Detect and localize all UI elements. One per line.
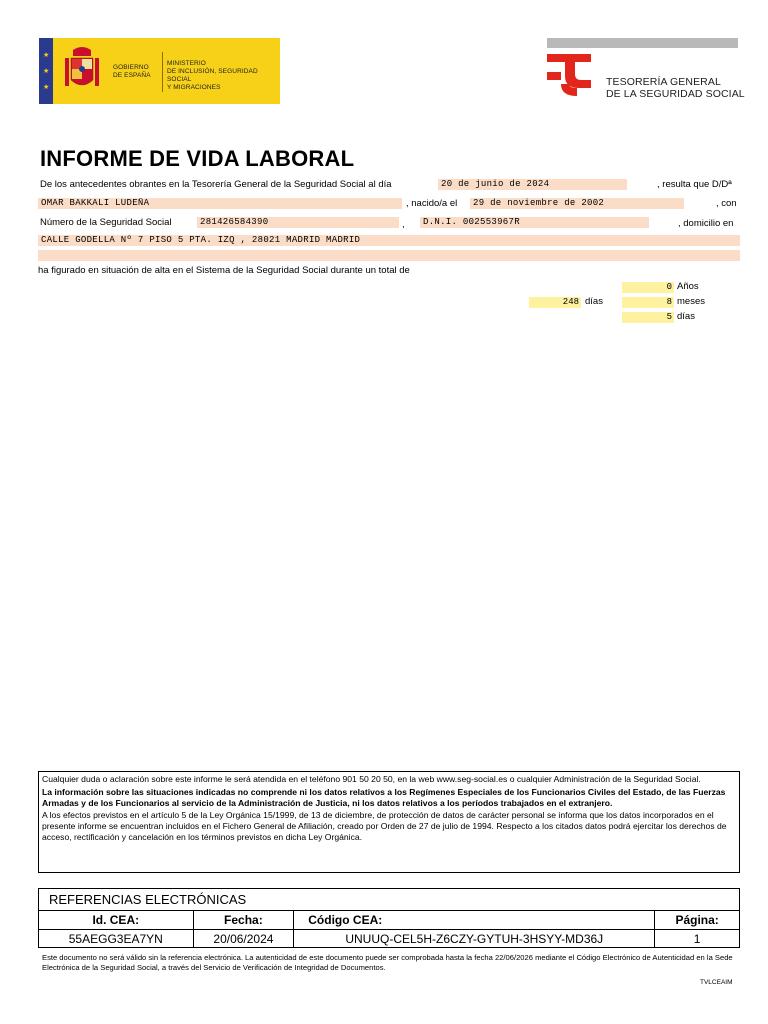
gobierno-logo xyxy=(39,38,280,104)
value-fecha: 20/06/2024 xyxy=(194,930,295,948)
page-title: INFORME DE VIDA LABORAL xyxy=(40,146,355,171)
ministry-text: MINISTERIO DE INCLUSIÓN, SEGURIDAD SOCIAL Y MIGRACIONES xyxy=(167,60,258,91)
header-pagina: Página: xyxy=(675,913,719,927)
references-value-row xyxy=(39,930,739,948)
tgss-bar xyxy=(547,38,738,48)
info-box xyxy=(38,771,740,873)
header-id-cea: Id. CEA: xyxy=(39,911,194,929)
total-text: ha figurado en situación de alta en el Sistema de la Seguridad Social durante un total de xyxy=(38,265,410,276)
total-days-label: días xyxy=(585,296,603,307)
ss-number-field: 281426584390 xyxy=(197,217,399,228)
references-title: REFERENCIAS ELECTRÓNICAS xyxy=(39,889,739,911)
worker-name-field: OMAR BAKKALI LUDEÑA xyxy=(38,198,402,209)
footer-note: Este documento no será válido sin la referencia electrónica. La autenticidad de este documento puede ser comprobada hasta la fecha 22/06/2026 mediante el Código Electrónico de Autenticidad en la Sede Electrónica de la Seguridad Social, a través del Servicio de Verificación de Integridad de Documentos. xyxy=(42,953,733,972)
address-field-2 xyxy=(38,250,740,261)
references-header-row xyxy=(39,911,739,930)
tgss-logo-icon xyxy=(547,54,591,98)
total-days-value: 248 xyxy=(529,297,581,308)
address-field: CALLE GODELLA Nº 7 PISO 5 PTA. IZQ , 28021 MADRID MADRID xyxy=(38,235,740,246)
info-contact: Cualquier duda o aclaración sobre este informe le será atendida en el teléfono 901 50 20 50, en la web www.seg-social.es o cualquier Administración de la Seguridad Social. xyxy=(42,774,701,784)
comma-text: , xyxy=(402,219,405,230)
electronic-references-table xyxy=(38,888,740,948)
months-label: meses xyxy=(677,296,705,307)
header-codigo-cea: Código CEA: xyxy=(294,911,655,929)
birth-date-field: 29 de noviembre de 2002 xyxy=(470,198,684,209)
value-pagina: 1 xyxy=(693,932,701,946)
ss-label: Número de la Seguridad Social xyxy=(40,217,172,228)
months-value: 8 xyxy=(622,297,674,308)
gobierno-text: GOBIERNO DE ESPAÑA xyxy=(113,64,151,79)
tgss-text: TESORERÍA GENERAL DE LA SEGURIDAD SOCIAL xyxy=(606,76,745,100)
logo-divider xyxy=(162,52,163,92)
report-date-field: 20 de junio de 2024 xyxy=(438,179,627,190)
coat-of-arms-icon xyxy=(65,46,99,96)
value-id-cea: 55AEGG3EA7YN xyxy=(39,930,194,948)
eu-flag-icon: ★ ★ ★ xyxy=(39,38,53,104)
header-fecha: Fecha: xyxy=(194,911,295,929)
info-privacy: A los efectos previstos en el artículo 5 de la Ley Orgánica 15/1999, de 13 de diciembre, de protección de datos de carácter personal se informa que los datos incorporados en el presente informe se encuentran incluidos en el Fichero General de Afiliación, creado por Orden de 27 de julio de 1994. Respecto a los citados datos podrá ejercitar los derechos de acceso, rectificación y cancelación en los términos previstos en dicha Ley Orgánica. xyxy=(42,810,727,842)
domicilio-text: , domicilio en xyxy=(678,218,734,229)
nacido-text: , nacido/a el xyxy=(406,198,458,209)
days-value: 5 xyxy=(622,312,674,323)
dni-field: D.N.I. 002553967R xyxy=(420,217,649,228)
years-value: 0 xyxy=(622,282,674,293)
intro-text: De los antecedentes obrantes en la Tesorería General de la Seguridad Social al día xyxy=(40,179,392,190)
document-code: TVLCEAIM xyxy=(700,979,733,986)
years-label: Años xyxy=(677,281,699,292)
value-codigo-cea: UNUUQ-CEL5H-Z6CZY-GYTUH-3HSYY-MD36J xyxy=(294,930,655,948)
resulta-text: , resulta que D/Dª xyxy=(657,179,732,190)
con-text: , con xyxy=(716,198,737,209)
info-scope: La información sobre las situaciones indicadas no comprende ni los datos relativos a los Regímenes Especiales de los Funcionarios Civiles del Estado, de las Fuerzas Armadas y de los Funcionarios al servicio de la Administración de Justicia, ni los datos relativos a los períodos trabajados en el extranjero. xyxy=(42,786,726,808)
days-label: días xyxy=(677,311,695,322)
